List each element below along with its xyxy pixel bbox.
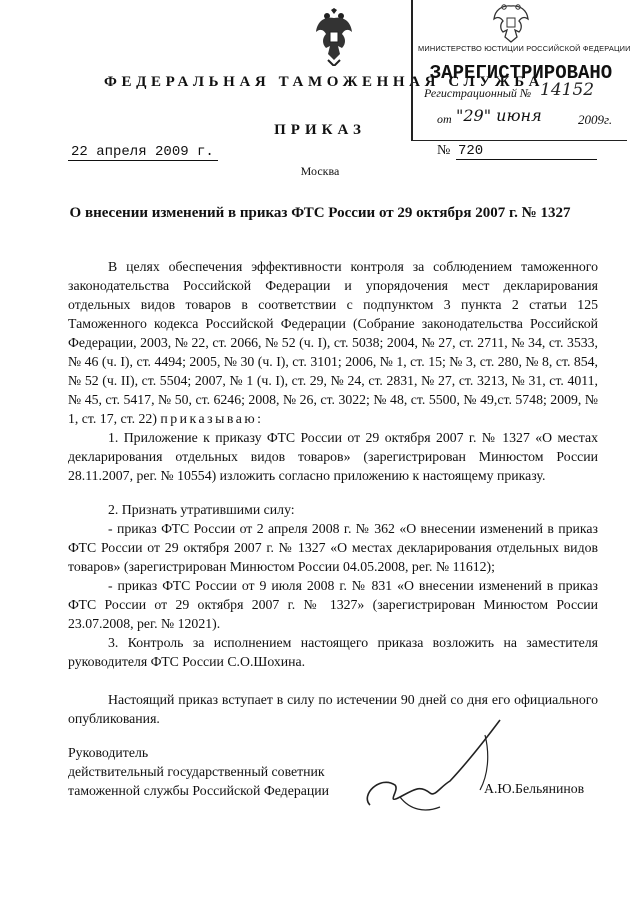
number-underline — [456, 159, 597, 160]
position-line-1: Руководитель — [68, 745, 149, 760]
coat-of-arms-icon — [314, 8, 354, 66]
effective-text: Настоящий приказ вступает в силу по истечении 90 дней со дня его официального опубликования. — [68, 692, 598, 726]
document-city: Москва — [300, 164, 340, 178]
stamp-regnum-value: 14152 — [540, 80, 595, 100]
document-date: 22 апреля 2009 г. — [71, 144, 214, 160]
item-2-a: - приказ ФТС России от 2 апреля 2008 г. № 362 «О внесении изменений в приказ ФТС России от 29 октября 2007 г. № 1327 «О местах декларирования отдельных видов товаров» (зарегистрирован Минюстом России 04.05.2008, рег. № 11612); — [68, 521, 598, 574]
intro-paragraph — [68, 257, 598, 485]
document-title: О внесении изменений в приказ ФТС России от 29 октября 2007 г. № 1327 — [69, 205, 571, 221]
item-2-b: - приказ ФТС России от 9 июля 2008 г. № 831 «О внесении изменений в приказ ФТС России от 29 октября 2007 г. № 1327» (зарегистрирован Минюстом России 23.07.2008, рег. № 12021). — [68, 578, 598, 631]
stamp-coat-of-arms-icon — [492, 2, 530, 44]
stamp-ministry-name: МИНИСТЕРСТВО ЮСТИЦИИ РОССИЙСКОЙ ФЕДЕРАЦИИ — [418, 44, 631, 53]
item-2-block — [68, 500, 598, 671]
stamp-handwritten-date: "29" июня — [456, 106, 542, 125]
stamp-regnum-label: Регистрационный № — [424, 86, 532, 100]
item-2-heading: 2. Признать утратившими силу: — [108, 502, 295, 517]
stamp-year: 2009г. — [578, 112, 613, 127]
intro-text: В целях обеспечения эффективности контроля за соблюдением таможенного законодательства Российской Федерации и упорядочения мест декларирования отдельных видов товаров в соответствии с подпунктом 3 пункта 2 статьи 125 Таможенного кодекса Российской Федерации (Собрание законодательства Российской Федерации, 2003, № 22, ст. 2066, № 52 (ч. I), ст. 5038; 2004, № 27, ст. 2711, № 34, ст. 3533, № 46 (ч. I), ст. 4494; 2005, № 30 (ч. I), ст. 3101; 2006, № 1, ст. 15; № 3, ст. 280, № 8, ст. 854, № 52 (ч. II), ст. 5504; 2007, № 1 (ч. I), ст. 29, № 24, ст. 2831, № 27, ст. 3213, № 31, ст. 4011, № 45, ст. 5417, № 50, ст. 6246; 2008, № 26, ст. 3022; № 48, ст. 5500, № 49,ст. 5748; 2009, № 1, ст. 17, ст. 22) — [68, 259, 598, 426]
item-3: 3. Контроль за исполнением настоящего приказа возложить на заместителя руководителя ФТС России С.О.Шохина. — [68, 635, 598, 669]
stamp-registered-label: ЗАРЕГИСТРИРОВАНО — [429, 62, 613, 84]
stamp-from-label: от — [437, 112, 452, 126]
handwritten-signature — [340, 715, 510, 825]
organization-name: ФЕДЕРАЛЬНАЯ ТАМОЖЕННАЯ СЛУЖБА — [104, 74, 545, 90]
order-word: приказываю: — [160, 411, 264, 426]
effective-paragraph — [68, 690, 598, 728]
item-1: 1. Приложение к приказу ФТС России от 29 октября 2007 г. № 1327 «О местах декларирования отдельных видов товаров» (зарегистрирован Минюстом России 28.11.2007, рег. № 10554) изложить согласно приложению к настоящему приказу. — [68, 430, 598, 483]
position-line-3: таможенной службы Российской Федерации — [68, 783, 329, 798]
date-underline — [68, 160, 218, 161]
number-sign: № — [437, 143, 451, 158]
document-number: 720 — [458, 143, 484, 159]
position-line-2: действительный государственный советник — [68, 764, 325, 779]
signatory-position — [68, 743, 329, 800]
document-type: ПРИКАЗ — [274, 122, 366, 138]
signatory-name: А.Ю.Бельянинов — [484, 781, 585, 796]
